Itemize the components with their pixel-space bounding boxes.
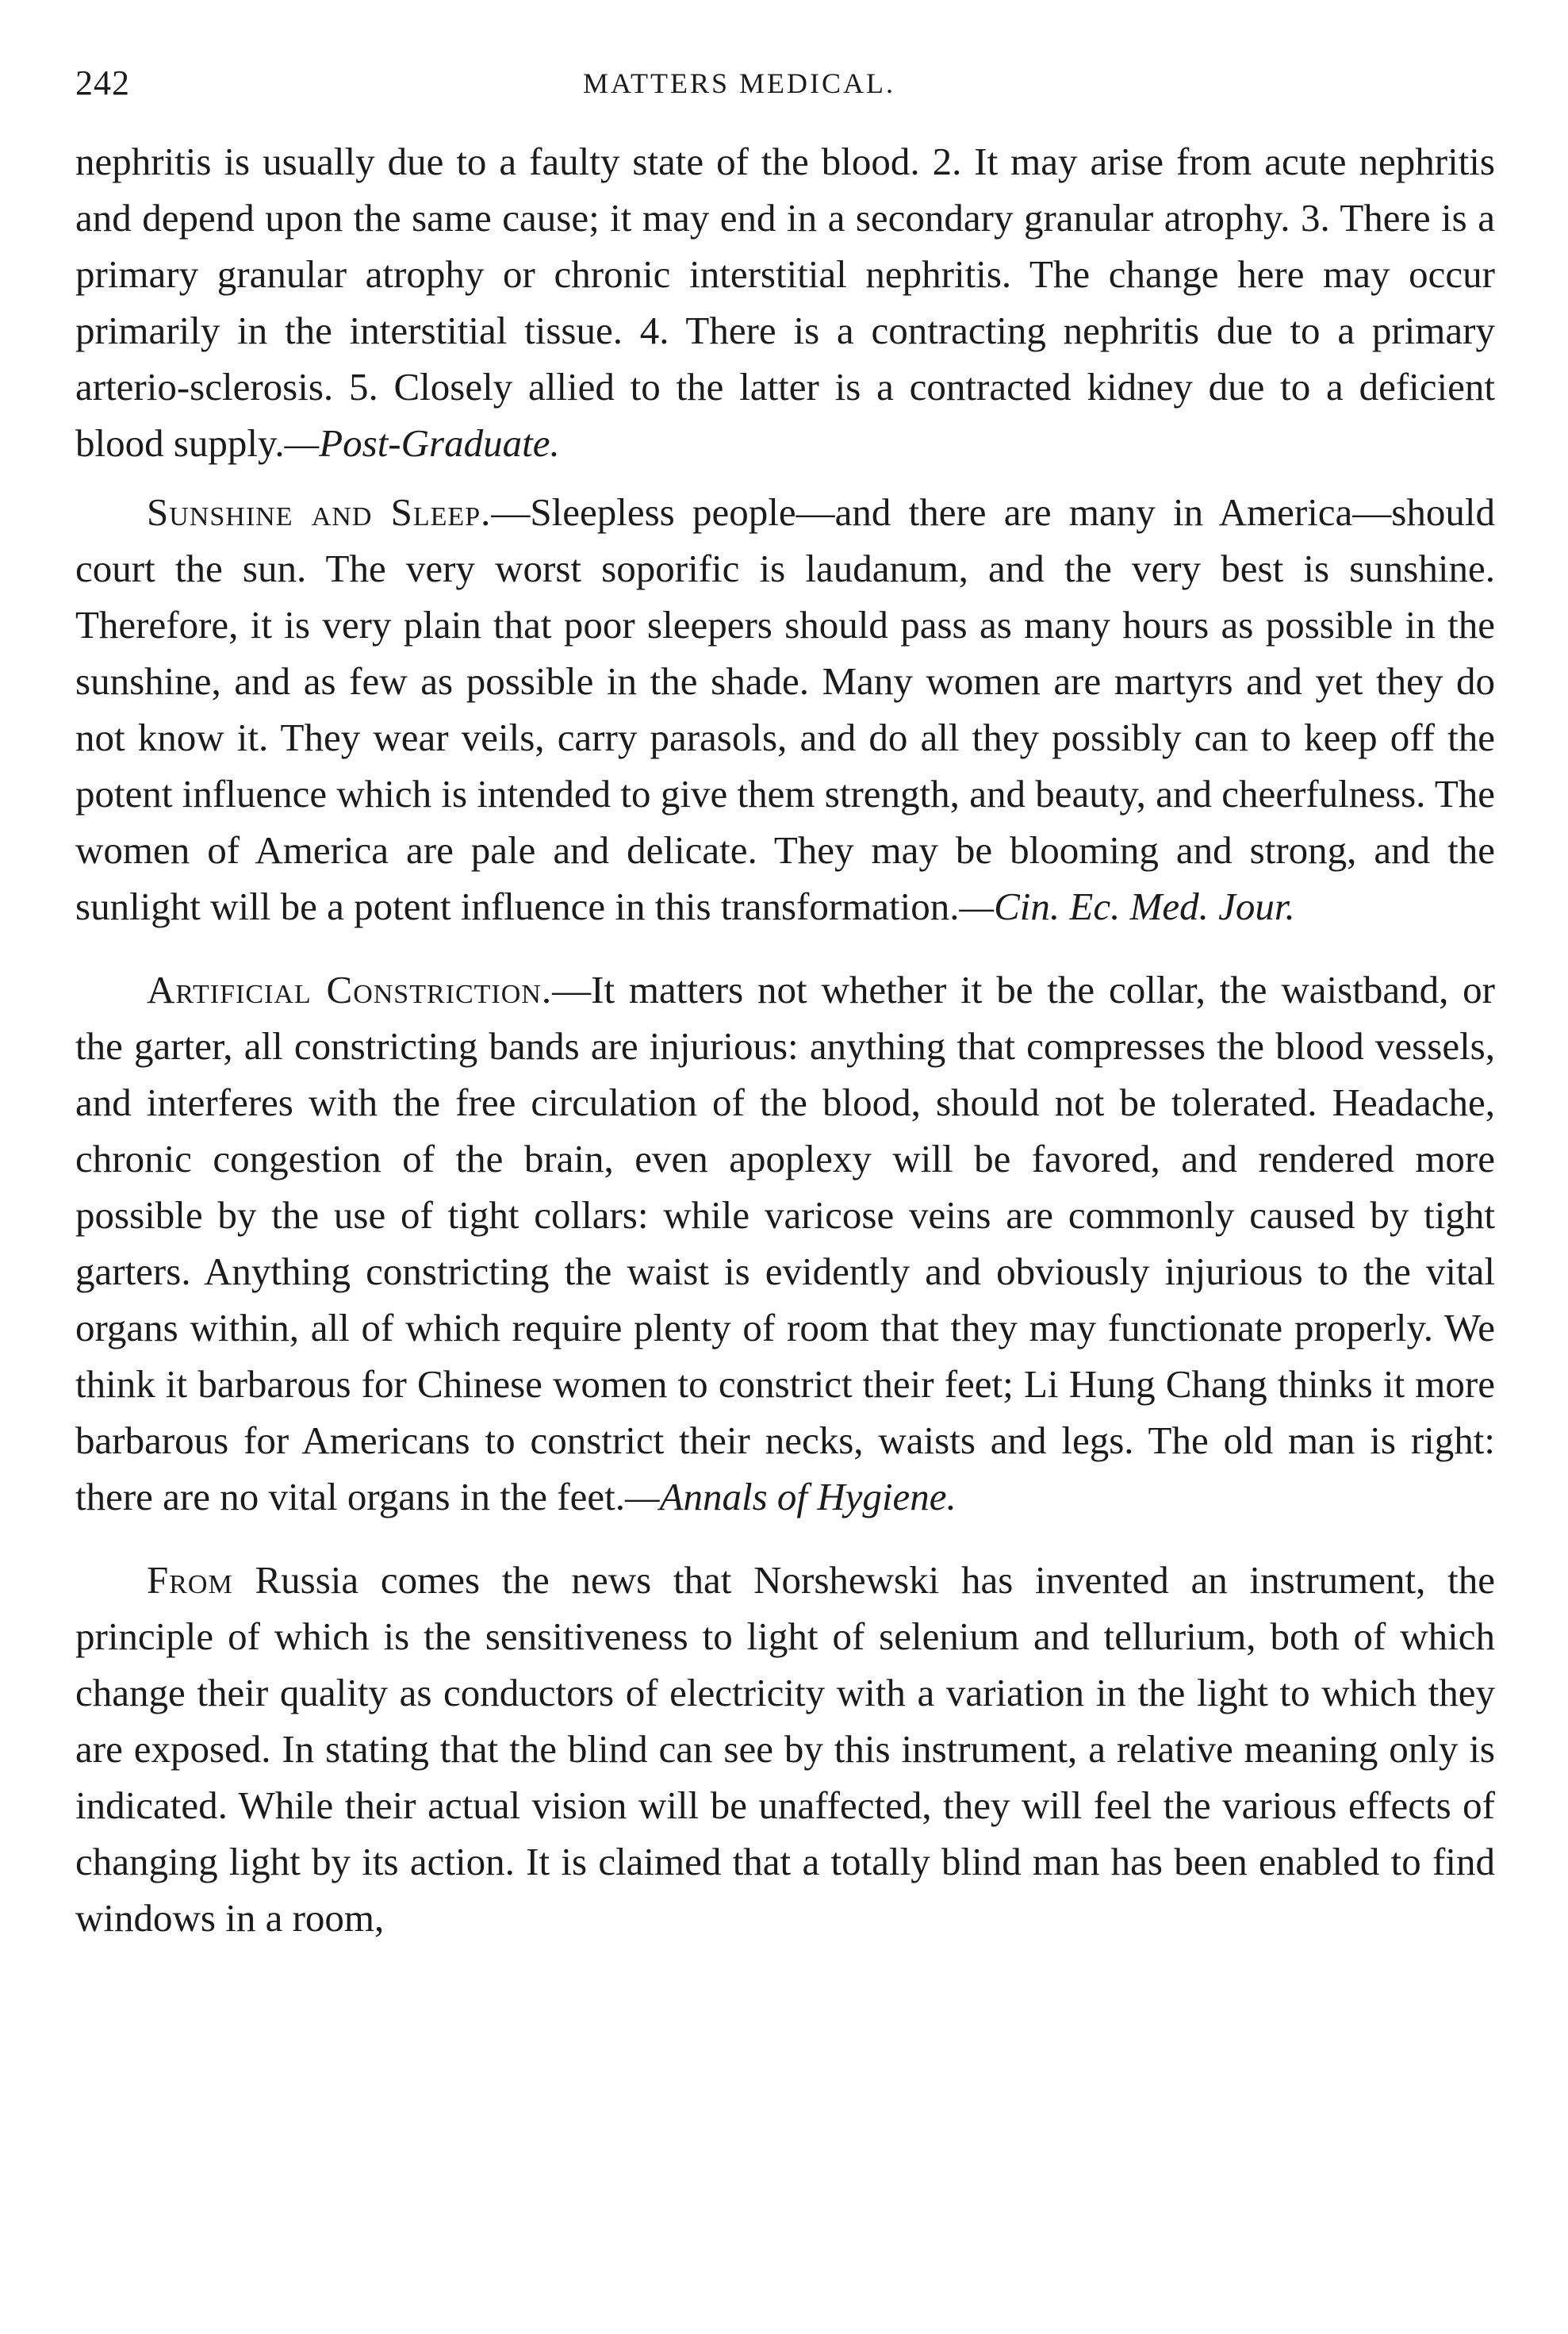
citation-cin-ec-med-jour: —Cin. Ec. Med. Jour. — [959, 885, 1295, 928]
document-page — [75, 56, 1495, 1946]
paragraph-text: Russia comes the news that Norshewski has invented an instrument, the principle of which is the sensitiveness to light of selenium and tellurium, both of which change their quality as conductors of electricity with a variation in the light to which they are exposed. In stating that the blind can see by this instrument, a relative meaning only is indicated. While their actual vision will be unaffected, they will feel the various effects of changing light by its action. It is claimed that a totally blind man has been enabled to find windows in a room, — [75, 1558, 1495, 1940]
paragraph-artificial-constriction — [75, 962, 1495, 1525]
paragraph-text: —Sleepless people—and there are many in America—should court the sun. The very worst soporific is laudanum, and the very best is sunshine. Therefore, it is very plain that poor sleepers should pass as many hours as possible in the sunshine, and as few as possible in the shade. Many women are martyrs and yet they do not know it. They wear veils, carry parasols, and do all they possibly can to keep off the potent influence which is intended to give them strength, and beauty, and cheerfulness. The women of America are pale and delicate. They may be blooming and strong, and the sunlight will be a potent influence in this transformation. — [75, 490, 1495, 928]
page-number: 242 — [75, 63, 130, 102]
paragraph-text: nephritis is usually due to a faulty state of the blood. 2. It may arise from acute nephritis and depend upon the same cause; it may end in a secondary granular atrophy. 3. There is a primary granular atrophy or chronic interstitial nephritis. The change here may occur primarily in the interstitial tissue. 4. There is a contracting nephritis due to a primary arterio-sclerosis. 5. Closely allied to the latter is a contracted kidney due to a deficient blood supply. — [75, 140, 1495, 465]
paragraph-nephritis — [75, 133, 1495, 471]
section-heading-sunshine: Sunshine and Sleep. — [147, 490, 492, 534]
paragraph-sunshine-and-sleep — [75, 484, 1495, 935]
paragraph-selenium-instrument — [75, 1552, 1495, 1946]
running-title: MATTERS MEDICAL. — [583, 67, 896, 99]
paragraph-text: —It matters not whether it be the collar, the waistband, or the garter, all constricting bands are injurious: anything that compresses the blood vessels, and interferes with the free circulation of the blood, should not be tolerated. Headache, chronic congestion of the brain, even apoplexy will be favored, and rendered more possible by the use of tight collars: while varicose veins are commonly caused by tight garters. Anything constricting the waist is evidently and obviously injurious to the vital organs within, all of which require plenty of room that they may functionate properly. We think it barbarous for Chinese women to constrict their feet; Li Hung Chang thinks it more barbarous for Americans to constrict their necks, waists and legs. The old man is right: there are no vital organs in the feet. — [75, 968, 1495, 1518]
running-head — [75, 56, 1495, 111]
citation-post-graduate: —Post-Graduate. — [284, 421, 560, 465]
section-lead-word: From — [147, 1558, 233, 1602]
citation-annals-of-hygiene: —Annals of Hygiene. — [625, 1475, 957, 1518]
section-heading-constriction: Artificial Constriction. — [147, 968, 553, 1012]
